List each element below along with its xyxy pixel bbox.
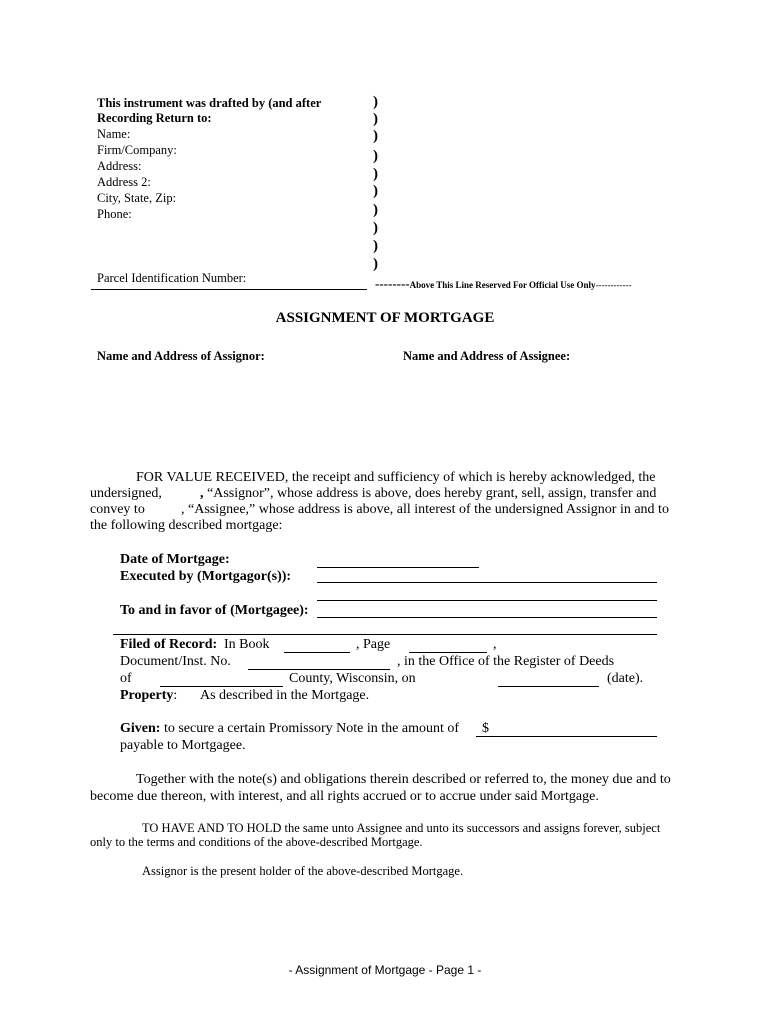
address-label: Address: — [97, 159, 142, 173]
p1-line2-comma: , — [200, 486, 204, 501]
p1-line3a: convey to — [90, 502, 145, 517]
paren-8: ) — [373, 220, 378, 236]
date-of-mortgage-label: Date of Mortgage: — [120, 552, 230, 567]
p1-line1: FOR VALUE RECEIVED, the receipt and sufficiency of which is hereby acknowledged, the — [136, 470, 656, 485]
mortgagee-field[interactable] — [317, 617, 657, 618]
amount-field[interactable] — [476, 736, 657, 737]
page-comma: , — [493, 637, 497, 652]
given-line — [120, 721, 459, 737]
in-book-label: In Book — [224, 637, 270, 652]
county-field[interactable] — [160, 686, 283, 687]
property-label: Property — [120, 688, 174, 703]
holder-statement: Assignor is the present holder of the above-described Mortgage. — [142, 864, 464, 878]
recording-return-label: Recording Return to: — [97, 111, 212, 125]
address2-label: Address 2: — [97, 175, 151, 189]
book-field[interactable] — [284, 652, 350, 653]
date-of-mortgage-field[interactable] — [317, 567, 479, 568]
paren-3: ) — [373, 128, 378, 144]
page-label: , Page — [356, 637, 391, 652]
phone-label: Phone: — [97, 207, 132, 221]
mortgagee-label: To and in favor of (Mortgagee): — [120, 603, 309, 618]
county-label: County, Wisconsin, on — [289, 671, 416, 686]
paren-7: ) — [373, 202, 378, 218]
record-date-field[interactable] — [498, 686, 599, 687]
paren-2: ) — [373, 111, 378, 127]
property-value: As described in the Mortgage. — [200, 688, 370, 703]
firm-label: Firm/Company: — [97, 143, 177, 157]
payable-label: payable to Mortgagee. — [120, 738, 246, 753]
page-title: ASSIGNMENT OF MORTGAGE — [275, 310, 495, 326]
of-label: of — [120, 671, 132, 686]
mortgagee-field-2[interactable] — [113, 634, 657, 635]
given-label: Given: — [120, 721, 161, 736]
reserved-line — [375, 276, 632, 292]
filed-of-record-label: Filed of Record: — [120, 637, 218, 652]
together-line1: Together with the note(s) and obligations therein described or referred to, the money due and to — [136, 772, 671, 787]
parcel-id-underline — [91, 289, 367, 290]
doc-inst-field[interactable] — [248, 669, 390, 670]
together-line2: become due thereon, with interest, and all rights accrued or to accrue under said Mortgage. — [90, 789, 599, 804]
habendum-line1: TO HAVE AND TO HOLD the same unto Assignee and unto its successors and assigns forever, subject — [142, 821, 661, 835]
executed-by-field-2[interactable] — [317, 600, 657, 601]
paren-10: ) — [373, 256, 378, 272]
property-colon: : — [173, 688, 178, 703]
executed-by-label: Executed by (Mortgagor(s)): — [120, 569, 292, 584]
paren-9: ) — [373, 238, 378, 254]
reserved-tail: ------------ — [595, 280, 632, 290]
register-of-deeds-label: , in the Office of the Register of Deeds — [397, 654, 615, 669]
parcel-id-label: Parcel Identification Number: — [97, 271, 247, 285]
paren-1: ) — [373, 94, 378, 110]
doc-inst-label: Document/Inst. No. — [120, 654, 231, 669]
p1-line3b: , “Assignee,” whose address is above, all interest of the undersigned Assignor in and to — [181, 502, 669, 517]
habendum-line2: only to the terms and conditions of the above-described Mortgage. — [90, 835, 423, 849]
given-text: to secure a certain Promissory Note in the amount of — [163, 721, 460, 736]
paren-6: ) — [373, 183, 378, 199]
page-field[interactable] — [409, 652, 487, 653]
filed-of-record-line — [120, 637, 217, 653]
page-footer: - Assignment of Mortgage - Page 1 - — [288, 963, 482, 977]
city-state-zip-label: City, State, Zip: — [97, 191, 177, 205]
drafted-by-label: This instrument was drafted by (and after — [97, 96, 322, 110]
reserved-dashes: -------- — [375, 276, 410, 291]
assignee-heading: Name and Address of Assignee: — [403, 349, 571, 363]
p1-line4: the following described mortgage: — [90, 518, 283, 533]
reserved-text: Above This Line Reserved For Official Use Only — [409, 280, 596, 290]
paren-5: ) — [373, 166, 378, 182]
property-line — [120, 688, 177, 704]
executed-by-field[interactable] — [317, 582, 657, 583]
date-paren-label: (date). — [607, 671, 644, 686]
dollar-sign: $ — [482, 721, 489, 736]
p1-line2a: undersigned, — [90, 486, 162, 501]
paren-4: ) — [373, 148, 378, 164]
assignor-heading: Name and Address of Assignor: — [97, 349, 265, 363]
name-label: Name: — [97, 127, 131, 141]
p1-line2b: “Assignor”, whose address is above, does hereby grant, sell, assign, transfer and — [207, 486, 657, 501]
